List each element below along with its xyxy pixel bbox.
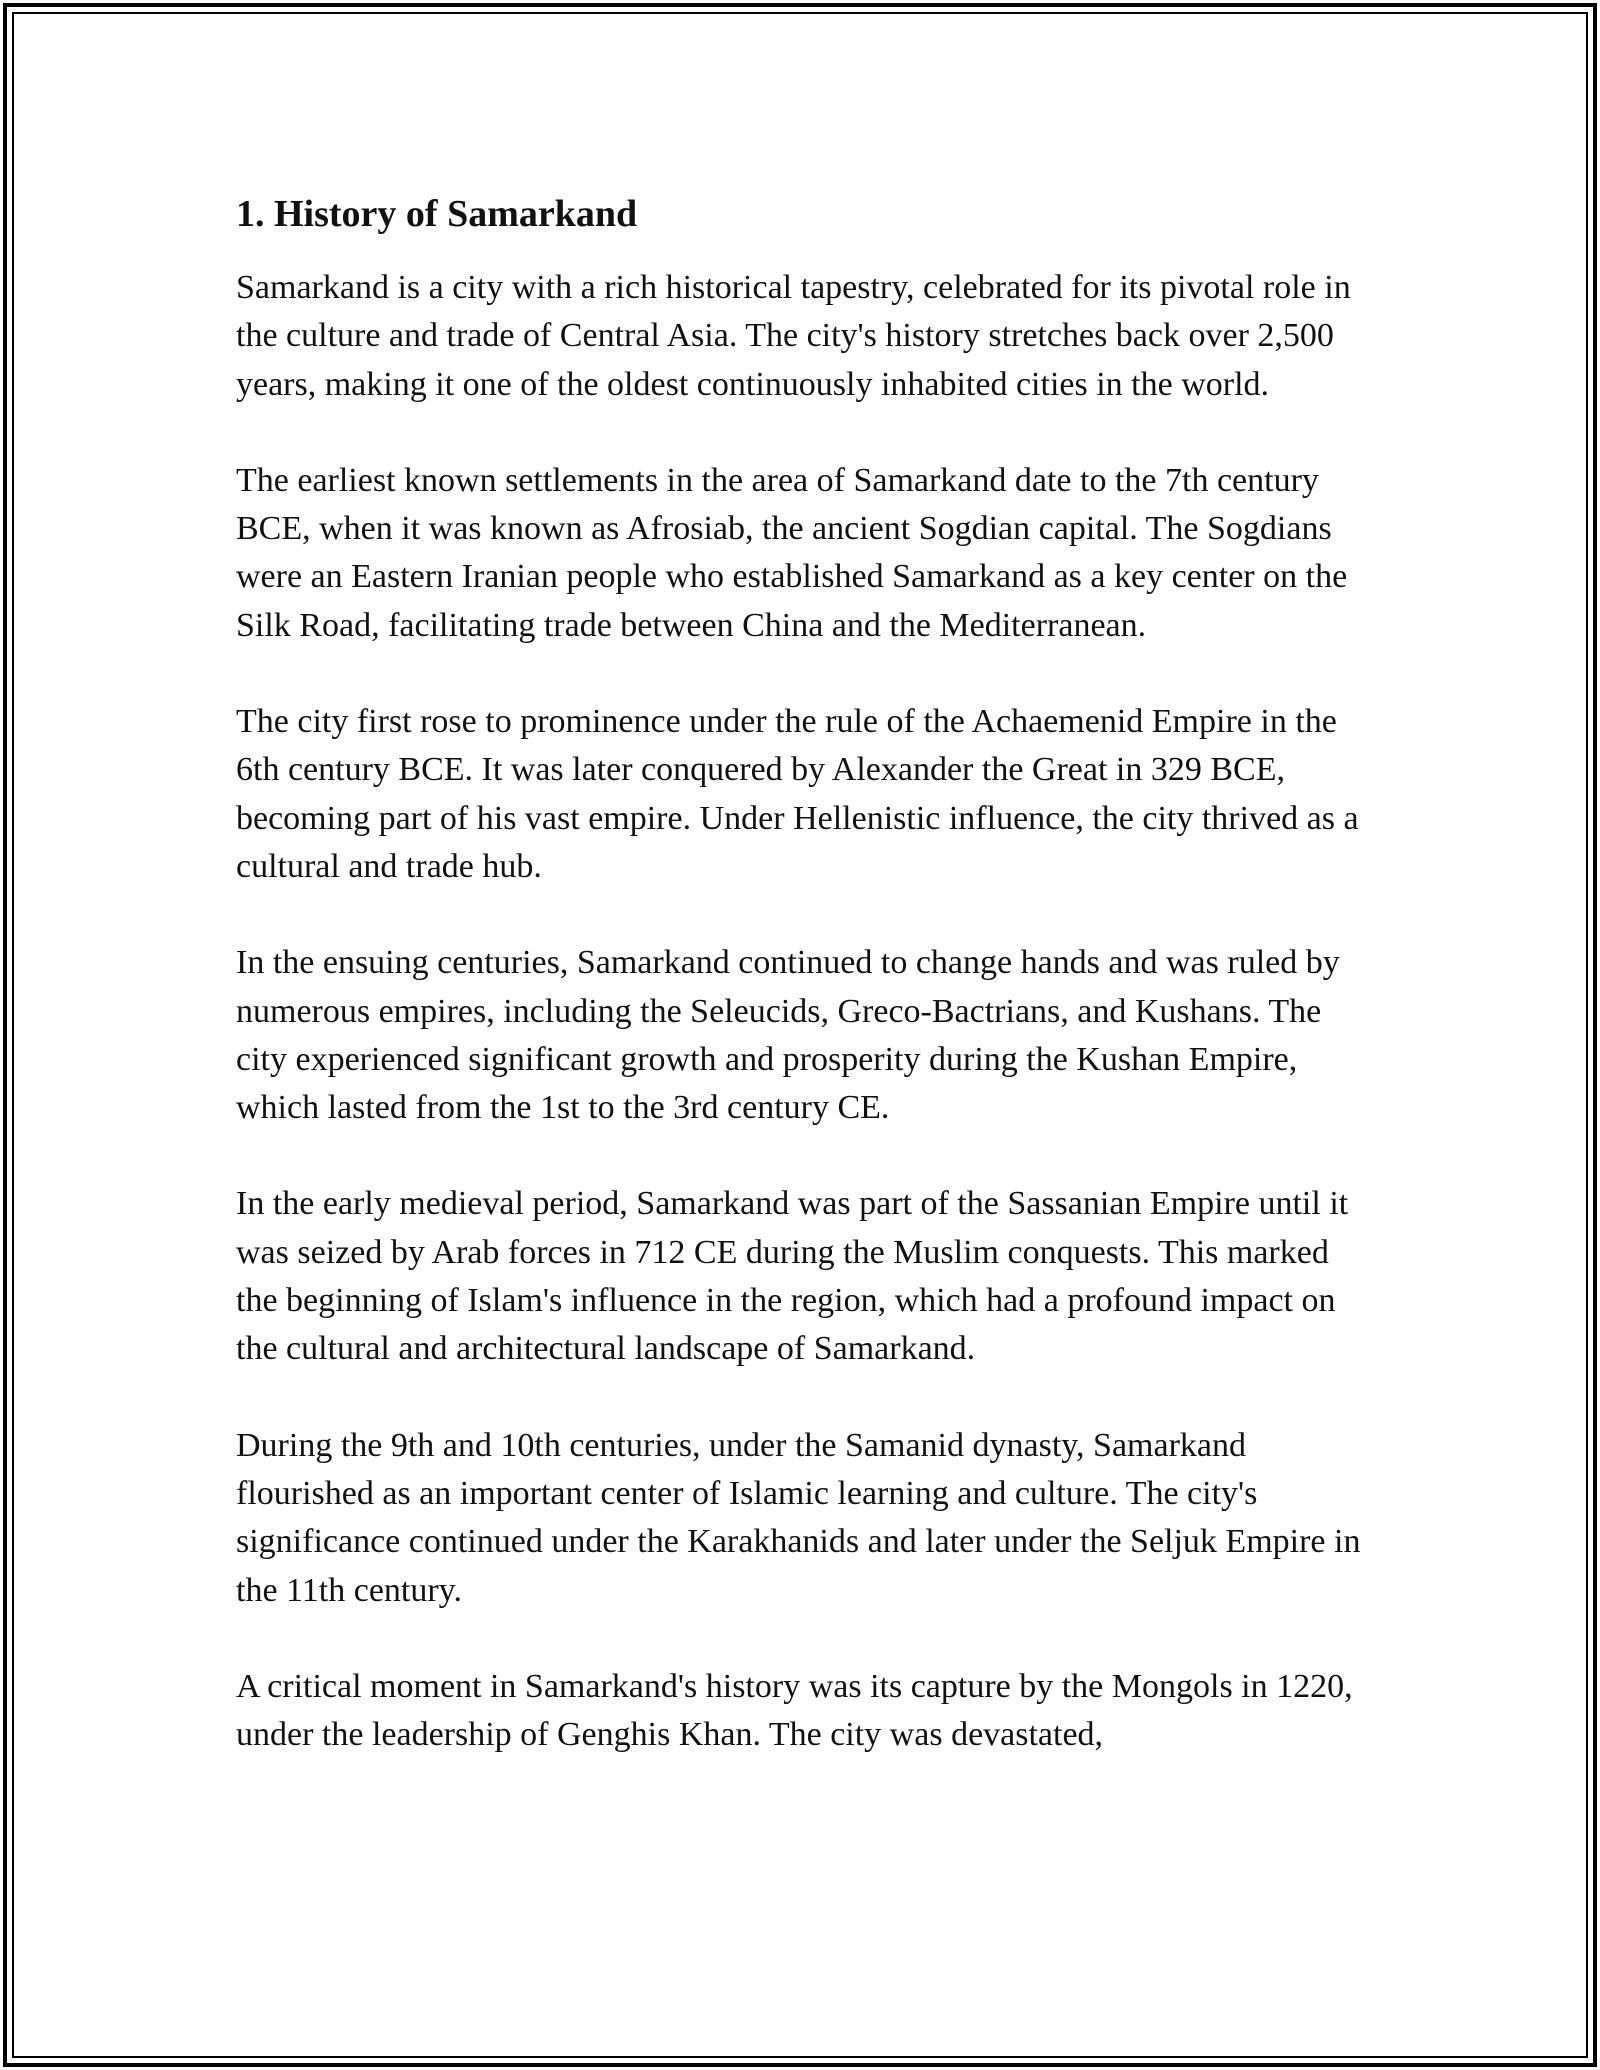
paragraph-early-settlements: The earliest known settlements in the area of Samarkand date to the 7th century BCE, when it was known as Afrosiab, the ancient Sogdian capital. The Sogdians were an Eastern Iranian people who established Samarkand as a key center on the Silk Road, facilitating trade between China and the Mediterranean. xyxy=(236,461,1348,644)
document-body xyxy=(236,186,1366,1807)
paragraph-empires: In the ensuing centuries, Samarkand continued to change hands and was ruled by numerous empires, including the Seleucids, Greco-Bactrians, and Kushans. The city experienced significant growth and prosperity during the Kushan Empire, which lasted from the 1st to the 3rd century CE. xyxy=(236,944,1340,1127)
paragraph-achaemenid-alexander: The city first rose to prominence under the rule of the Achaemenid Empire in the 6th century BCE. It was later conquered by Alexander the Great in 329 BCE, becoming part of his vast empire. Under Hellenistic influence, the city thrived as a cultural and trade hub. xyxy=(236,703,1359,885)
paragraph-samanid: During the 9th and 10th centuries, under the Samanid dynasty, Samarkand flourished as an important center of Islamic learning and culture. The city's significance continued under the Karakhanids and later under the Seljuk Empire in the 11th century. xyxy=(236,1426,1361,1609)
paragraph-intro: Samarkand is a city with a rich historical tapestry, celebrated for its pivotal role in the culture and trade of Central Asia. The city's history stretches back over 2,500 years, making it one of the oldest continuously inhabited cities in the world. xyxy=(236,269,1351,403)
section-heading: 1. History of Samarkand xyxy=(236,193,638,235)
paragraph-mongols: A critical moment in Samarkand's history was its capture by the Mongols in 1220, under the leadership of Genghis Khan. The city was devastated, xyxy=(236,1667,1353,1754)
paragraph-early-medieval: In the early medieval period, Samarkand was part of the Sassanian Empire until it was seized by Arab forces in 712 CE during the Muslim conquests. This marked the beginning of Islam's influence in the region, which had a profound impact on the cultural and architectural landscape of Samarkand. xyxy=(236,1185,1349,1368)
